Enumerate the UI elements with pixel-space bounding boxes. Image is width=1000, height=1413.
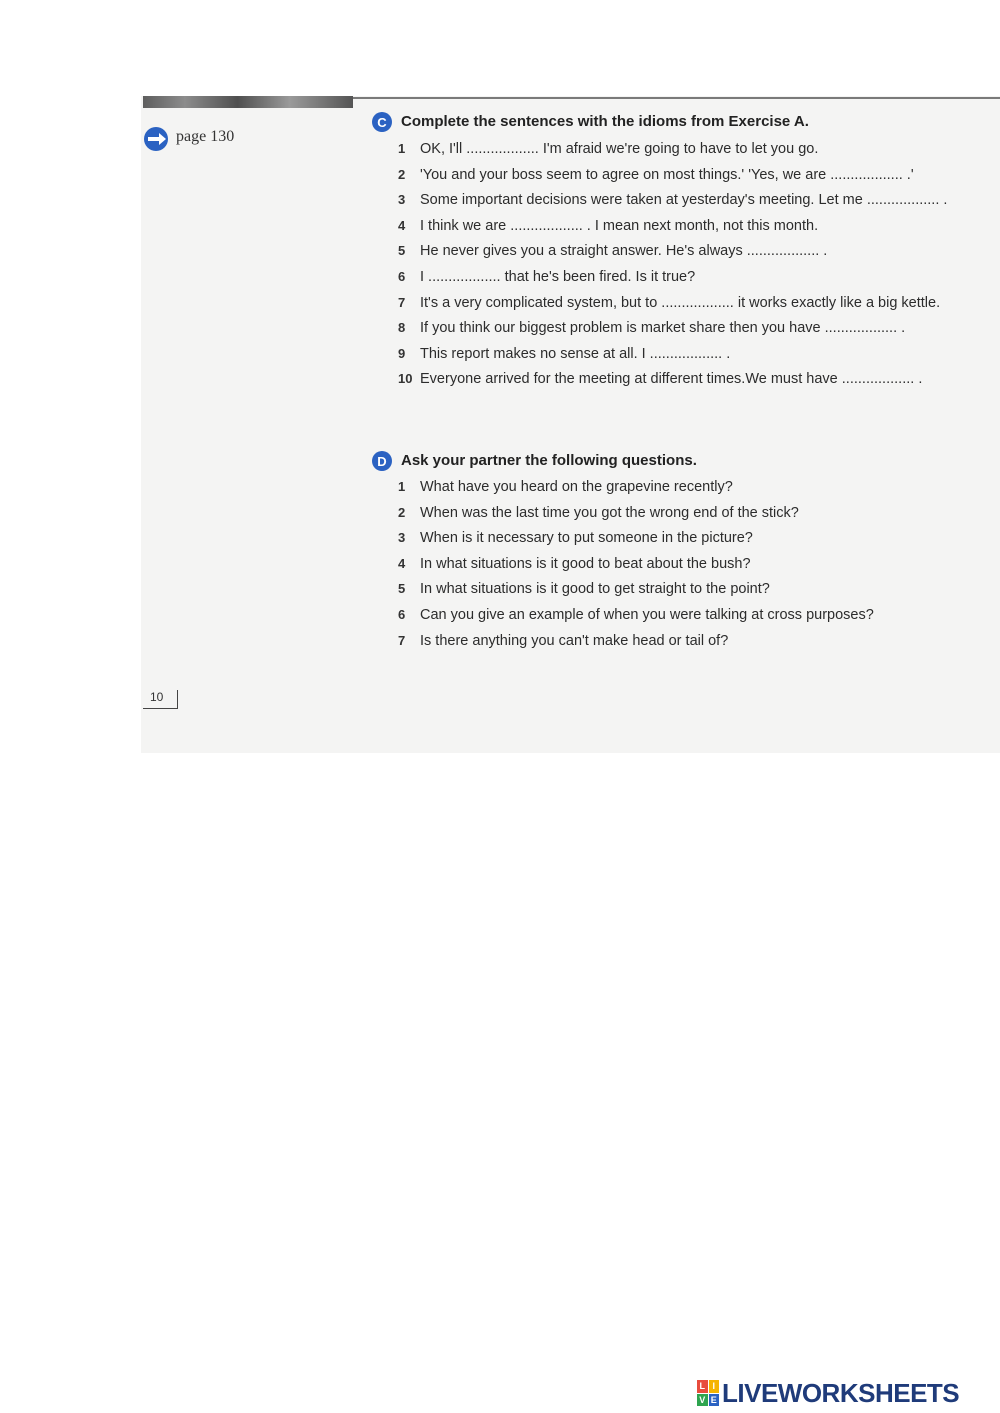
- page-reference: page 130: [176, 128, 235, 145]
- logo-letter-tile: I: [709, 1380, 720, 1393]
- item-number: 10: [398, 371, 413, 387]
- exercise-c-item-8: [398, 319, 978, 337]
- exercise-d-item-1: [398, 478, 978, 496]
- exercise-c-item-7: [398, 294, 978, 312]
- exercise-d-item-7: [398, 632, 978, 650]
- item-text: When was the last time you got the wrong end of the stick?: [420, 504, 799, 521]
- item-number: 3: [398, 530, 406, 546]
- item-text: It's a very complicated system, but to .................. it works exactly like a big kettle.: [420, 294, 941, 311]
- item-text: OK, I'll .................. I'm afraid we're going to have to let you go.: [420, 141, 819, 157]
- page-number: 10: [150, 690, 164, 704]
- exercise-d-item-4: [398, 555, 978, 573]
- item-text: Some important decisions were taken at yesterday's meeting. Let me .................. .: [420, 192, 948, 209]
- exercise-c-item-5: [398, 242, 978, 260]
- logo-letter-tile: L: [697, 1380, 708, 1393]
- exercise-d-item-3: [398, 529, 978, 547]
- header-graphic: [143, 96, 353, 108]
- exercise-c-item-10: [398, 370, 978, 388]
- exercise-d-item-5: [398, 580, 978, 598]
- page-number-rule: [143, 708, 177, 709]
- item-text: Everyone arrived for the meeting at different times.We must have .................. .: [420, 371, 923, 388]
- exercise-c-item-9: [398, 345, 978, 363]
- item-number: 5: [398, 581, 406, 597]
- exercise-c-badge: C: [372, 112, 392, 132]
- item-text: When is it necessary to put someone in the picture?: [420, 530, 753, 547]
- item-number: 4: [398, 217, 406, 233]
- logo-letter-tile: E: [709, 1394, 720, 1407]
- item-number: 2: [398, 504, 406, 520]
- exercise-c-item-1: [398, 140, 978, 158]
- liveworksheets-logo-icon: [697, 1380, 719, 1406]
- exercise-d-list: [398, 478, 978, 657]
- item-text: If you think our biggest problem is market share then you have .................. .: [420, 320, 906, 337]
- exercise-c-item-3: [398, 191, 978, 209]
- exercise-c-list: [398, 140, 978, 396]
- item-text: Can you give an example of when you were talking at cross purposes?: [420, 606, 874, 623]
- item-text: I think we are .................. . I mean next month, not this month.: [420, 217, 819, 234]
- item-text: In what situations is it good to get straight to the point?: [420, 581, 770, 598]
- item-text: He never gives you a straight answer. He's always .................. .: [420, 243, 828, 260]
- exercise-c-item-2: [398, 166, 978, 184]
- item-text: Is there anything you can't make head or tail of?: [420, 632, 729, 649]
- item-text: This report makes no sense at all. I .................. .: [420, 345, 731, 362]
- item-text: In what situations is it good to beat about the bush?: [420, 555, 751, 572]
- item-number: 7: [398, 632, 406, 648]
- item-number: 3: [398, 192, 406, 208]
- item-text: 'You and your boss seem to agree on most things.' 'Yes, we are .................. .': [420, 166, 914, 183]
- item-number: 5: [398, 243, 406, 259]
- top-rule: [353, 97, 1000, 99]
- item-text: I .................. that he's been fired. Is it true?: [420, 268, 696, 285]
- exercise-c-item-4: [398, 217, 978, 235]
- exercise-d-instruction: Ask your partner the following questions.: [401, 452, 697, 469]
- exercise-d-badge: D: [372, 451, 392, 471]
- exercise-c-item-6: [398, 268, 978, 286]
- liveworksheets-logo: [697, 1378, 959, 1408]
- item-number: 1: [398, 479, 406, 494]
- logo-letter-tile: V: [697, 1394, 708, 1407]
- item-number: 9: [398, 345, 406, 361]
- item-number: 6: [398, 268, 406, 284]
- item-number: 1: [398, 141, 406, 156]
- item-number: 4: [398, 555, 406, 571]
- item-number: 2: [398, 166, 406, 182]
- exercise-d-item-2: [398, 504, 978, 522]
- exercise-c-instruction: Complete the sentences with the idioms from Exercise A.: [401, 113, 809, 130]
- liveworksheets-brand: LIVEWORKSHEETS: [722, 1377, 960, 1408]
- item-text: What have you heard on the grapevine recently?: [420, 479, 733, 495]
- item-number: 8: [398, 320, 406, 336]
- item-number: 6: [398, 606, 406, 622]
- exercise-d-item-6: [398, 606, 978, 624]
- arrow-right-icon: [143, 126, 169, 152]
- page-number-rule-vertical: [177, 690, 178, 709]
- item-number: 7: [398, 294, 406, 310]
